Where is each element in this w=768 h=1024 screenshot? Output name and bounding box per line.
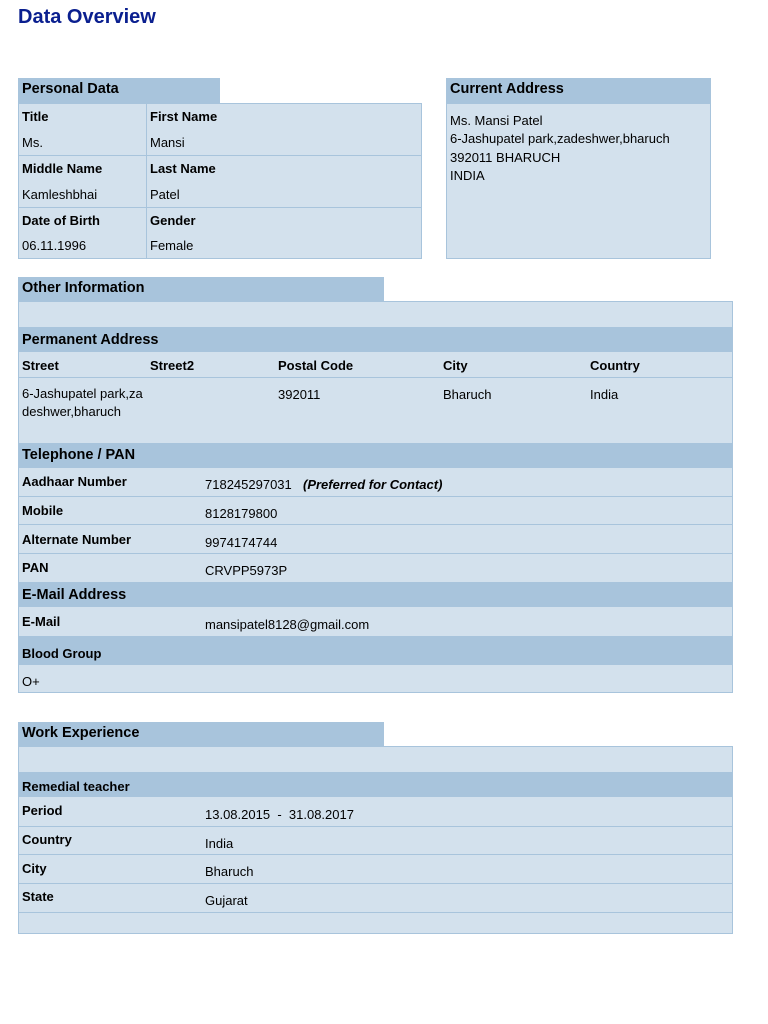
- pan-value: CRVPP5973P: [205, 563, 288, 578]
- period-to: 31.08.2017: [288, 807, 354, 822]
- work-experience-panel: [18, 746, 733, 934]
- current-address-tab: Current Address: [446, 78, 711, 103]
- address-line-1: Ms. Mansi Patel: [450, 113, 543, 128]
- address-line-4: INDIA: [450, 168, 485, 183]
- alternate-number-label: Alternate Number: [22, 532, 132, 547]
- address-line-3: 392011 BHARUCH: [450, 150, 561, 165]
- period-label: Period: [22, 803, 63, 818]
- middle-name-label: Middle Name: [22, 161, 103, 176]
- col-street2: Street2: [150, 358, 195, 373]
- email-value: mansipatel8128@gmail.com: [205, 617, 370, 632]
- period-separator: -: [277, 807, 282, 822]
- personal-data-panel: [18, 103, 422, 259]
- dob-value: 06.11.1996: [22, 238, 87, 253]
- preferred-contact-note: (Preferred for Contact): [303, 477, 443, 492]
- period-value: [205, 807, 354, 822]
- blood-group-value: O+: [22, 674, 40, 689]
- work-state-label: State: [22, 889, 54, 904]
- blood-group-label: Blood Group: [22, 646, 102, 661]
- other-information-tab: Other Information: [18, 277, 384, 302]
- middle-name-value: Kamleshbhai: [22, 187, 98, 202]
- permanent-country-value: India: [590, 387, 619, 402]
- period-from: 13.08.2015: [205, 807, 271, 822]
- gender-value: Female: [150, 238, 194, 253]
- telephone-pan-header: Telephone / PAN: [22, 447, 136, 463]
- work-experience-tab: Work Experience: [18, 722, 384, 747]
- col-city: City: [443, 358, 468, 373]
- work-city-label: City: [22, 861, 47, 876]
- aadhaar-label: Aadhaar Number: [22, 474, 127, 489]
- mobile-label: Mobile: [22, 503, 64, 518]
- pan-label: PAN: [22, 560, 49, 575]
- gender-label: Gender: [150, 213, 196, 228]
- work-country-value: India: [205, 836, 234, 851]
- first-name-value: Mansi: [150, 135, 185, 150]
- col-street: Street: [22, 358, 59, 373]
- aadhaar-value: 718245297031: [205, 477, 292, 492]
- mobile-value: 8128179800: [205, 506, 278, 521]
- first-name-label: First Name: [150, 109, 218, 124]
- page-title: Data Overview: [18, 6, 156, 28]
- address-line-2: 6-Jashupatel park,zadeshwer,bharuch: [450, 131, 670, 146]
- other-information-panel: [18, 301, 733, 693]
- title-value: Ms.: [22, 135, 43, 150]
- dob-label: Date of Birth: [22, 213, 100, 228]
- last-name-label: Last Name: [150, 161, 216, 176]
- title-label: Title: [22, 109, 49, 124]
- email-label: E-Mail: [22, 614, 61, 629]
- permanent-address-header: Permanent Address: [22, 332, 159, 348]
- email-address-header: E-Mail Address: [22, 587, 127, 603]
- work-state-value: Gujarat: [205, 893, 248, 908]
- current-address-panel: [446, 103, 711, 259]
- permanent-city-value: Bharuch: [443, 387, 492, 402]
- alternate-number-value: 9974174744: [205, 535, 278, 550]
- last-name-value: Patel: [150, 187, 180, 202]
- personal-data-tab: Personal Data: [18, 78, 220, 103]
- work-city-value: Bharuch: [205, 864, 254, 879]
- col-postal-code: Postal Code: [278, 358, 354, 373]
- permanent-postal-code-value: 392011: [278, 387, 321, 402]
- work-country-label: Country: [22, 832, 72, 847]
- col-country: Country: [590, 358, 640, 373]
- job-title: Remedial teacher: [22, 779, 130, 794]
- permanent-street-value: 6-Jashupatel park,zadeshwer,bharuch: [22, 386, 143, 419]
